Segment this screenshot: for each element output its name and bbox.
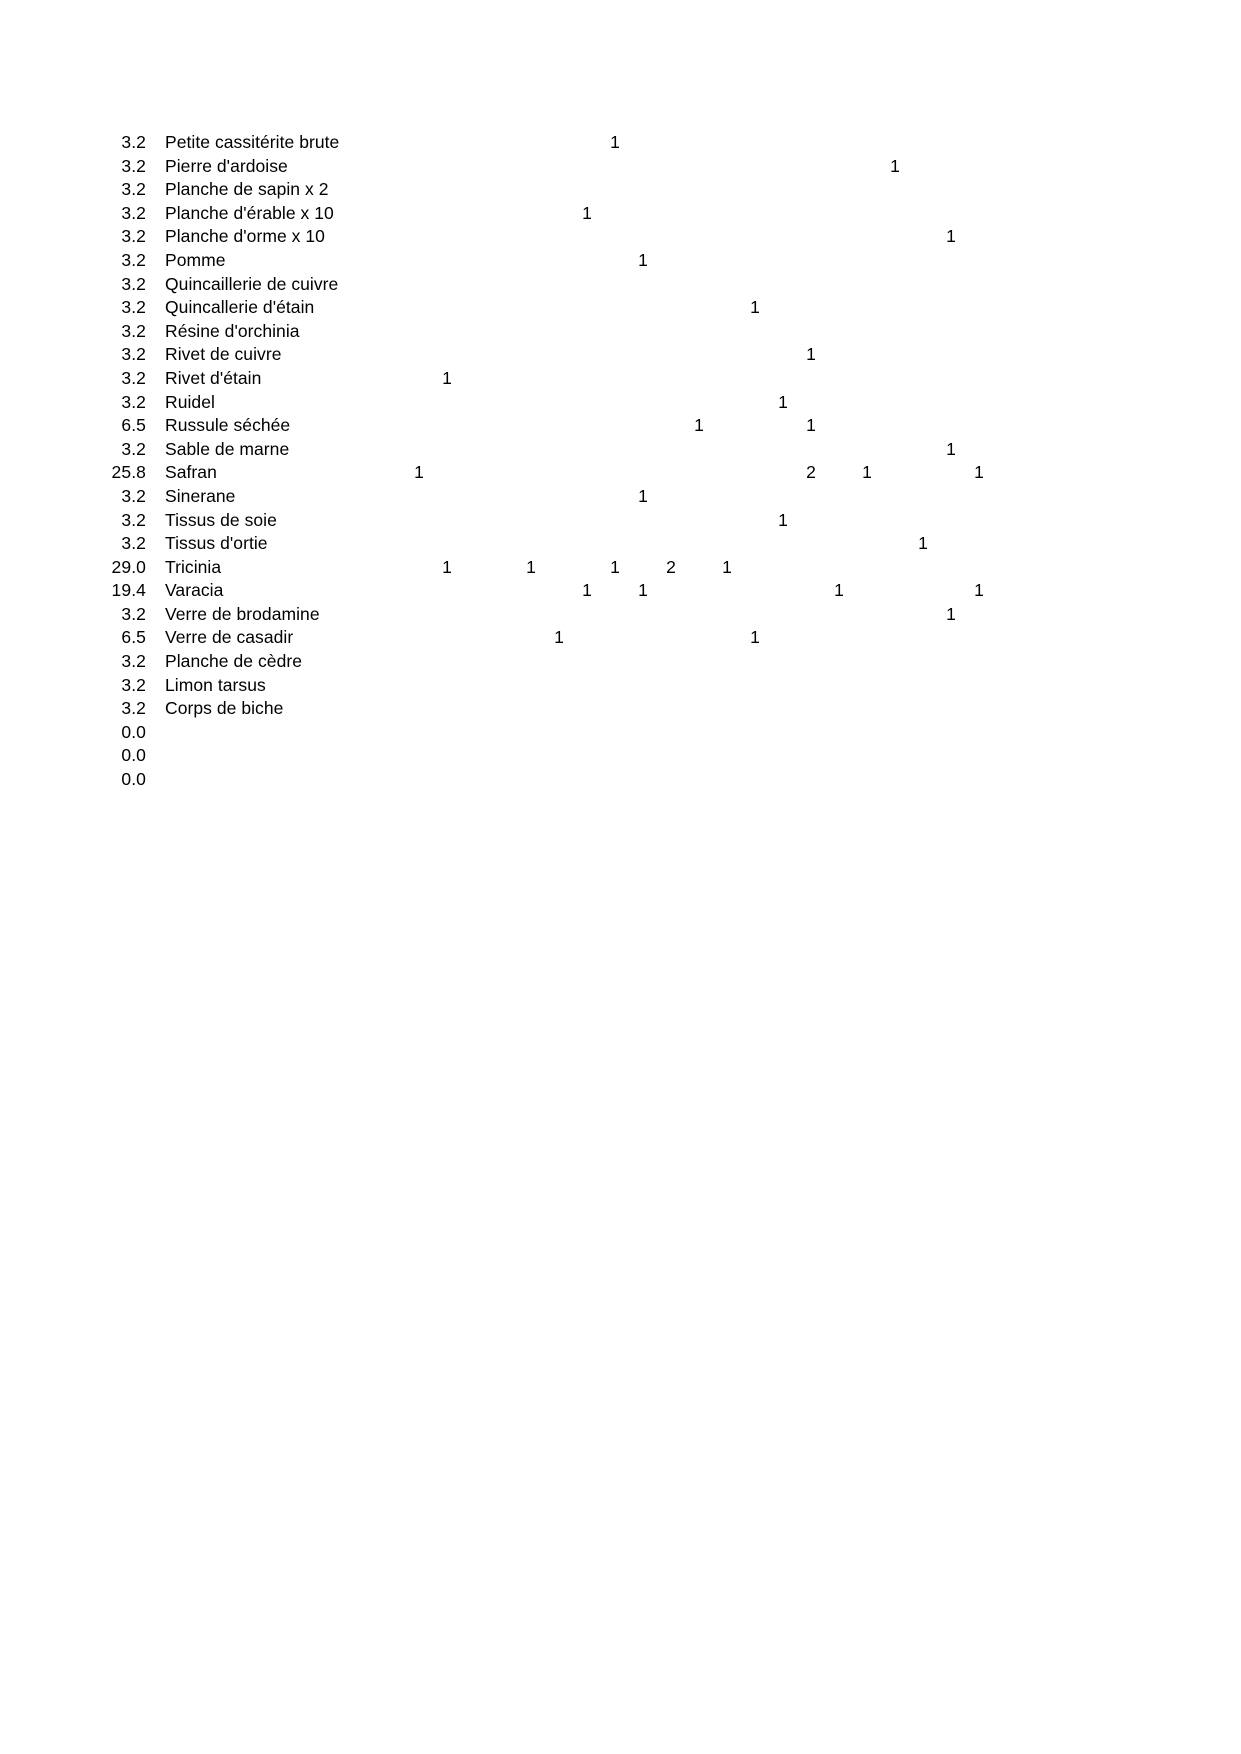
table-row [0,438,1241,462]
row-item-name: Ruidel [165,391,215,412]
row-item-name: Sinerane [165,485,236,506]
row-item-name: Sable de marne [165,438,290,459]
row-item-name: Résine d'orchinia [165,320,300,341]
table-row [0,674,1241,698]
row-item-name: Rivet d'étain [165,367,262,388]
table-row [0,509,1241,533]
row-value: 3.2 [121,155,146,176]
row-item-name: Tissus de soie [165,509,277,530]
row-count-marker: 1 [778,509,788,530]
table-row [0,579,1241,603]
row-count-marker: 1 [974,580,984,601]
table-row [0,485,1241,509]
row-count-marker: 1 [526,556,536,577]
row-value: 3.2 [121,249,146,270]
row-count-marker: 1 [414,462,424,483]
row-value: 3.2 [121,533,146,554]
row-value: 3.2 [121,485,146,506]
table-row [0,556,1241,580]
row-item-name: Quincallerie d'étain [165,297,315,318]
table-row [0,320,1241,344]
row-value: 3.2 [121,132,146,152]
row-count-marker: 2 [806,462,816,483]
table-row [0,391,1241,415]
row-value: 3.2 [121,603,146,624]
row-count-marker: 1 [442,556,452,577]
row-item-name: Safran [165,462,217,483]
table-row [0,414,1241,438]
row-count-marker: 2 [666,556,676,577]
table-row [0,225,1241,249]
row-value: 3.2 [121,367,146,388]
table-row [0,343,1241,367]
row-count-marker: 1 [638,580,648,601]
table-row [0,603,1241,627]
row-value: 3.2 [121,226,146,247]
row-value: 0.0 [121,745,146,766]
table-row [0,721,1241,745]
row-count-marker: 1 [582,202,592,223]
row-item-name: Planche de sapin x 2 [165,179,329,200]
table-row [0,744,1241,768]
row-count-marker: 1 [862,462,872,483]
row-value: 0.0 [121,721,146,742]
row-count-marker: 1 [974,462,984,483]
table-row [0,532,1241,556]
row-item-name: Planche d'érable x 10 [165,202,334,223]
row-value: 3.2 [121,297,146,318]
row-count-marker: 1 [610,132,620,152]
row-value: 29.0 [111,556,146,577]
row-count-marker: 1 [750,627,760,648]
table-row [0,768,1241,792]
table-row [0,178,1241,202]
row-item-name: Pomme [165,249,226,270]
table-row [0,697,1241,721]
row-item-name: Tissus d'ortie [165,533,268,554]
table-row [0,273,1241,297]
row-item-name: Varacia [165,580,224,601]
row-count-marker: 1 [582,580,592,601]
row-item-name: Verre de casadir [165,627,294,648]
table-row [0,650,1241,674]
row-value: 3.2 [121,202,146,223]
row-item-name: Tricinia [165,556,222,577]
row-count-marker: 1 [806,344,816,365]
row-count-marker: 1 [638,485,648,506]
row-value: 3.2 [121,320,146,341]
row-count-marker: 1 [750,297,760,318]
row-value: 3.2 [121,391,146,412]
row-item-name: Limon tarsus [165,674,266,695]
row-item-name: Corps de biche [165,698,284,719]
row-value: 3.2 [121,344,146,365]
row-value: 19.4 [111,580,146,601]
row-value: 6.5 [121,627,146,648]
row-count-marker: 1 [694,415,704,436]
row-count-marker: 1 [442,367,452,388]
row-value: 3.2 [121,698,146,719]
table-row [0,367,1241,391]
table-row [0,202,1241,226]
row-value: 6.5 [121,415,146,436]
row-item-name: Planche de cèdre [165,651,303,672]
table-row [0,131,1241,155]
row-count-marker: 1 [778,391,788,412]
row-value: 25.8 [111,462,146,483]
row-item-name: Petite cassitérite brute [165,132,340,152]
inventory-table [0,131,1241,792]
row-value: 3.2 [121,273,146,294]
row-value: 3.2 [121,674,146,695]
table-row [0,249,1241,273]
row-count-marker: 1 [946,226,956,247]
row-value: 3.2 [121,509,146,530]
row-value: 3.2 [121,438,146,459]
row-item-name: Rivet de cuivre [165,344,282,365]
row-item-name: Russule séchée [165,415,291,436]
table-row [0,461,1241,485]
row-count-marker: 1 [890,155,900,176]
row-item-name: Quincaillerie de cuivre [165,273,339,294]
row-count-marker: 1 [610,556,620,577]
table-row [0,155,1241,179]
row-count-marker: 1 [554,627,564,648]
row-value: 0.0 [121,769,146,790]
row-item-name: Pierre d'ardoise [165,155,288,176]
row-value: 3.2 [121,651,146,672]
row-count-marker: 1 [946,438,956,459]
row-count-marker: 1 [722,556,732,577]
row-count-marker: 1 [638,249,648,270]
table-row [0,626,1241,650]
row-item-name: Planche d'orme x 10 [165,226,325,247]
row-count-marker: 1 [918,533,928,554]
row-item-name: Verre de brodamine [165,603,320,624]
row-count-marker: 1 [834,580,844,601]
row-count-marker: 1 [806,415,816,436]
table-row [0,296,1241,320]
row-value: 3.2 [121,179,146,200]
row-count-marker: 1 [946,603,956,624]
